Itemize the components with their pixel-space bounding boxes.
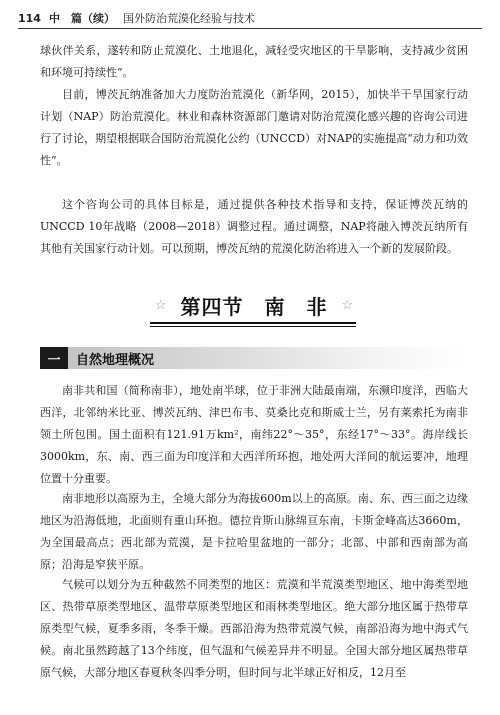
section-underline: [150, 322, 356, 327]
subsection-title: 自然地理概况: [76, 352, 155, 368]
header-rule: [18, 28, 482, 29]
subsection-heading: [40, 347, 468, 369]
page-number: 114: [18, 12, 41, 25]
paragraph-climate: 气候可以划分为五种截然不同类型的地区：荒漠和半荒漠类型地区、地中海类型地区、热带草原类型地区、温带草原类型地区和雨林类型地区。绝大部分地区属于热带草原类型气候，夏季多雨，冬季干燥。西部沿海为热带荒漠气候，南部沿海为地中海式气候。南北虽然跨越了13个纬度，但气温和气候差异并不明显。全国大部分地区属热带草原气候，大部分地区春夏秋冬四季分明，但时间与北半球正好相反，12月至: [40, 578, 468, 679]
subsection-number: 一: [40, 347, 68, 369]
star-left-icon: ☆: [154, 297, 167, 313]
book-title: 国外防治荒漠化经验与技术: [122, 12, 255, 25]
running-header: [18, 10, 482, 26]
paragraph-continued: 球伙伴关系，遂转和防止荒漠化、土地退化，减轻受灾地区的干旱影响，支持减少贫困和环境可持续性”。: [40, 44, 468, 79]
paragraph-consulting: 这个咨询公司的具体目标是，通过提供各种技术指导和支持，保证博茨瓦纳的UNCCD 10年战略（2008—2018）调整过程。通过调整，NAP将融入博茨瓦纳所有其他有关国家行动计划。可以预期，博茨瓦纳的荒漠化防治将进入一个新的发展阶段。: [40, 198, 468, 255]
paragraph-location: 南非共和国（简称南非），地处南半球，位于非洲大陆最南端，东濒印度洋，西临大西洋，北邻纳米比亚、博茨瓦纳、津巴布韦、莫桑比克和斯威士兰，另有莱索托为南非领土所包围。国土面积有121.91万km²，南纬22°～35°，东经17°～33°。海岸线长3000km，东、南、西三面为印度洋和大西洋所环抱，地处两大洋间的航运要冲，地理位置十分重要。: [40, 384, 468, 485]
paragraph-nap: 目前，博茨瓦纳准备加大力度防治荒漠化（新华网，2015），加快半干旱国家行动计划（NAP）防治荒漠化。林业和森林资源部门邀请对防治荒漠化感兴趣的咨询公司进行了讨论，期望根据联合国防治荒漠化公约（UNCCD）对NAP的实施提高“动力和功效性”。: [40, 88, 468, 167]
part-label: 中 篇（续）: [48, 12, 115, 25]
paragraph-terrain: 南非地形以高原为主，全境大部分为海拔600m以上的高原。南、东、西三面之边缘地区为沿海低地，北面则有重山环抱。德拉肯斯山脉绵亘东南，卡斯金峰高达3660m，为全国最高点；西北部为荒漠，是卡拉哈里盆地的一部分；北部、中部和西南部为高原；沿海是窄狭平原。: [40, 492, 468, 571]
section-title: 第四节 南 非: [180, 294, 328, 319]
star-right-icon: ☆: [341, 297, 354, 313]
